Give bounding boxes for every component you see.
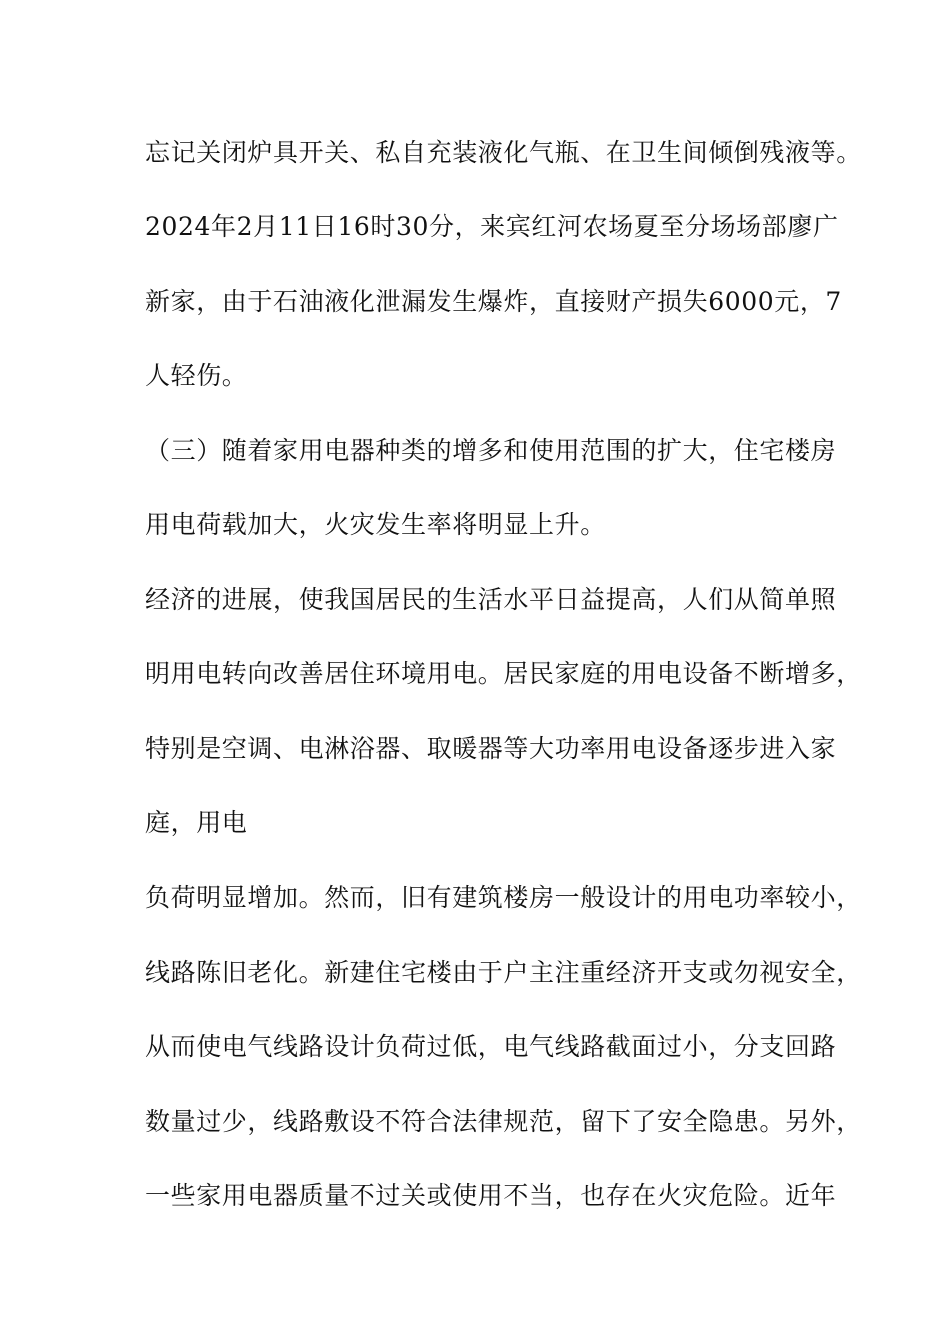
text-line-5: （三）随着家用电器种类的增多和使用范围的扩大，住宅楼房 bbox=[145, 436, 837, 465]
text-line-2: 2024年2月11日16时30分，来宾红河农场夏至分场场部廖广 bbox=[145, 212, 839, 241]
text-line-3: 新家，由于石油液化泄漏发生爆炸，直接财产损失6000元，7 bbox=[145, 287, 842, 316]
text-line-7: 经济的进展，使我国居民的生活水平日益提高，人们从简单照 bbox=[145, 585, 837, 614]
text-line-4: 人轻伤。 bbox=[145, 361, 248, 390]
text-line-9: 特别是空调、电淋浴器、取暖器等大功率用电设备逐步进入家 bbox=[145, 734, 837, 763]
text-line-14: 数量过少，线路敷设不符合法律规范，留下了安全隐患。另外， bbox=[145, 1107, 862, 1136]
text-line-13: 从而使电气线路设计负荷过低，电气线路截面过小，分支回路 bbox=[145, 1032, 837, 1061]
text-line-6: 用电荷载加大，火灾发生率将明显上升。 bbox=[145, 510, 606, 539]
text-line-8: 明用电转向改善居住环境用电。居民家庭的用电设备不断增多， bbox=[145, 659, 862, 688]
text-line-1: 忘记关闭炉具开关、私自充装液化气瓶、在卫生间倾倒残液等。 bbox=[145, 138, 862, 167]
text-line-15: 一些家用电器质量不过关或使用不当，也存在火灾危险。近年 bbox=[145, 1181, 837, 1210]
text-line-11: 负荷明显增加。然而，旧有建筑楼房一般设计的用电功率较小， bbox=[145, 883, 862, 912]
text-line-12: 线路陈旧老化。新建住宅楼由于户主注重经济开支或勿视安全， bbox=[145, 958, 862, 987]
text-line-10: 庭，用电 bbox=[145, 808, 248, 837]
